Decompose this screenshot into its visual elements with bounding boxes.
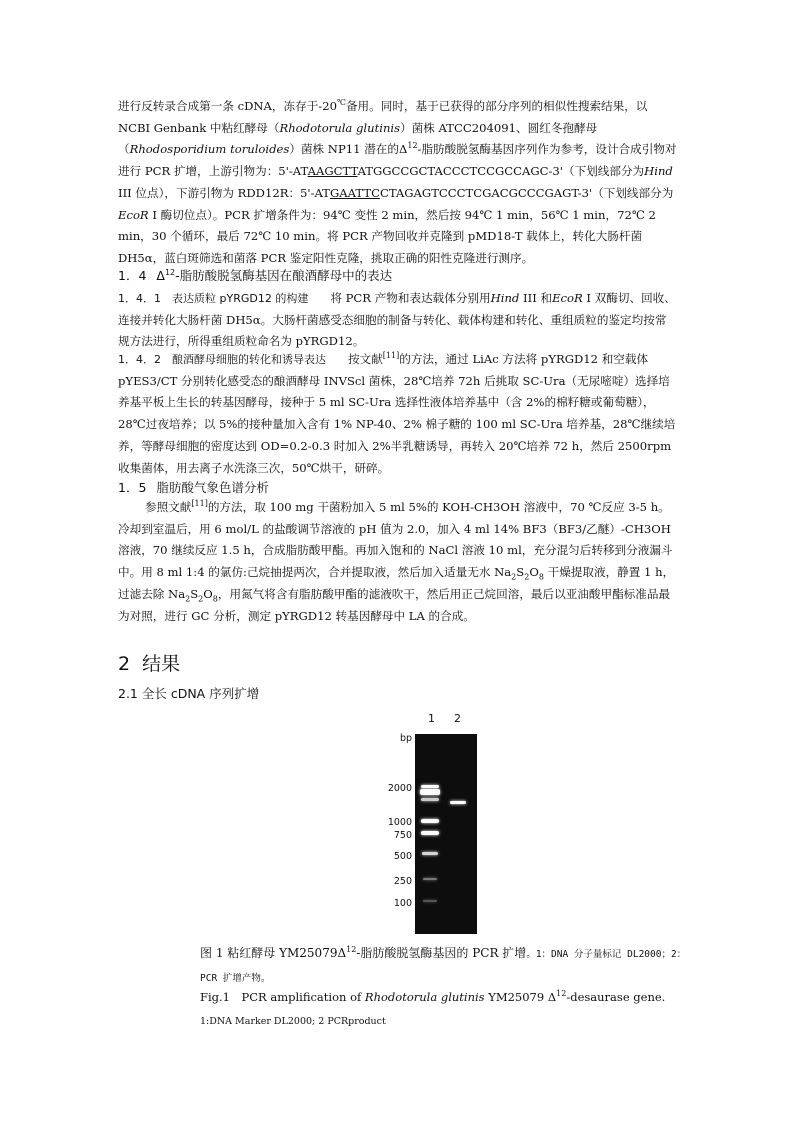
caption-legend: 。1：DNA 分子量标记 DL2000；2：PCR 扩增产物。: [200, 949, 687, 984]
section-heading-2-1: 2.1 全长 cDNA 序列扩增: [118, 686, 260, 701]
citation: [11]: [191, 499, 208, 509]
subsection-heading: 1．4．2 酿酒酵母细胞的转化和诱导表达: [118, 353, 326, 366]
marker-band: [423, 878, 437, 880]
superscript: 12: [346, 945, 357, 954]
marker-band: [420, 789, 440, 795]
text-run: 备用。同时，基于已获得的部分序列的相似性搜索结果，以 NCBI Genbank 中粘红酵母（: [118, 99, 648, 135]
methods-paragraph-pcr: [118, 96, 678, 270]
marker-band: [421, 819, 439, 823]
caption-legend: 1:DNA Marker DL2000; 2 PCRproduct: [200, 1016, 386, 1027]
restriction-site: AAGCTT: [307, 164, 358, 179]
bp-unit-label: bp: [399, 733, 412, 744]
subscript: 8: [212, 594, 218, 604]
text-run: CTAGAGTCCCTCGACGCCCGAGT-3'（下划线部分为: [379, 185, 674, 200]
text-run: ）菌株 NP11 潜在的Δ: [289, 142, 408, 157]
figure-caption-chinese: [200, 942, 690, 990]
degree-symbol: ℃: [336, 98, 346, 108]
text-run: 图 1 粘红酵母 YM25079Δ: [200, 946, 347, 960]
enzyme-name: EcoR: [552, 291, 583, 305]
text-run: -desaurase gene.: [566, 990, 666, 1004]
text-run: Fig.1 PCR amplification of: [200, 990, 365, 1004]
text-run: YM25079 Δ: [484, 990, 557, 1004]
marker-band: [421, 785, 439, 788]
marker-band: [421, 798, 439, 801]
methods-paragraph-1-4-1: [118, 288, 678, 353]
text-run: -脂肪酸脱氢酶基因序列作为参考，设计合成引物对进行 PCR 扩增，上游引物为：5'-AT: [118, 142, 677, 179]
subscript: 2: [198, 594, 204, 604]
marker-size-label: 750: [393, 830, 412, 841]
marker-band: [422, 852, 438, 855]
enzyme-name: EcoR: [118, 207, 149, 222]
text-run: III 位点），下游引物为 RDD12R：5'-AT: [118, 185, 331, 200]
superscript: 12: [407, 141, 418, 151]
species-name: Rhodotorula glutinis: [364, 990, 485, 1004]
gel-electrophoresis-figure: [365, 708, 515, 938]
text-run: I 双酶切、回收、连接并转化大肠杆菌 DH5α。大肠杆菌感受态细胞的制备与转化、载体构建和转化、重组质粒的鉴定均按常规方法进行，所得重组质粒命名为 pYRGD12。: [118, 291, 676, 349]
marker-size-label: 500: [393, 851, 412, 862]
enzyme-name: Hind: [644, 164, 673, 179]
subscript: 2: [524, 572, 530, 582]
marker-band: [421, 831, 439, 835]
section-number: 1．4: [118, 268, 147, 283]
enzyme-name: Hind: [490, 291, 520, 305]
text-run: 进行反转录合成第一条 cDNA，冻存于-20: [118, 99, 337, 113]
subsection-heading: 1．4．1 表达质粒 pYRGD12 的构建: [118, 292, 309, 305]
citation: [11]: [382, 351, 400, 361]
subscript: 8: [538, 572, 544, 582]
section-number: 1．5: [118, 480, 147, 495]
text-run: -脂肪酸脱氢酶基因的 PCR 扩增: [356, 946, 527, 960]
marker-size-label: 1000: [387, 817, 412, 828]
superscript: 12: [556, 989, 567, 999]
text-run: I 酶切位点）。PCR 扩增条件为：94℃ 变性 2 min，然后按 94℃ 1 min，56℃ 1 min，72℃ 2 min，30 个循环，最后 72℃ 10 min。将 PCR 产物回收并克隆到 pMD18-T 载体上，转化大肠杆菌 DH5α，蓝白斑筛选和菌落 PCR 鉴定阳性克隆，挑取正确的阳性克隆进行测序。: [118, 207, 656, 265]
methods-paragraph-1-5: [118, 497, 678, 627]
text-run: 干燥提取液，静置 1 h，过滤去除 Na: [118, 565, 675, 601]
species-name: Rhodotorula glutinis: [279, 120, 401, 135]
section-number: 2: [118, 653, 131, 675]
text-run: ATGGCCGCTACCCTCCGCCAGC-3'（下划线部分为: [357, 164, 645, 179]
text-run: 的方法，通过 LiAc 方法将 pYRGD12 和空载体 pYES3/CT 分别转化感受态的酿酒酵母 INVScl 菌株，28℃培养 72h 后挑取 SC-Ura（无尿嘧啶）选择培养基平板上生长的转基因酵母，接种于 5 ml SC-Ura 选择性液体培养基中（含 2%的棉籽糖或葡萄糖），28℃过夜培养；以 5%的接种量加入含有 1% NP-40、2% 棉子糖的 100 ml SC-Ura 培养基，28℃继续培养，等酵母细胞的密度达到 OD=0.2-0.3 时加入 2%半乳糖诱导，再转入 20℃培养 72 h，然后 2500rpm 收集菌体，用去离子水洗涤三次，50℃烘干，研碎。: [118, 352, 676, 475]
marker-size-label: 100: [393, 898, 412, 909]
text-run: O: [203, 586, 213, 601]
lane-number: 2: [454, 712, 461, 725]
text-run: 将 PCR 产物和表达载体分别用: [330, 291, 491, 305]
text-run: ，用氮气将含有脂肪酸甲酯的滤液吹干，然后用正己烷回溶，最后以亚油酸甲酯标准品最为对照，进行 GC 分析，测定 pYRGD12 转基因酵母中 LA 的合成。: [118, 586, 671, 623]
subscript: 2: [185, 594, 191, 604]
text-run: ）菌株 ATCC204091、圆红冬孢酵母（: [118, 120, 598, 157]
species-name: Rhodosporidium toruloides: [129, 142, 290, 157]
marker-band: [423, 900, 437, 902]
figure-caption-english: [200, 986, 680, 1033]
text-run: S: [190, 586, 199, 601]
restriction-site: GAATTC: [330, 185, 380, 200]
subscript: 2: [511, 572, 517, 582]
section-heading-1-5: [118, 478, 269, 496]
gel-image: [415, 734, 477, 934]
text-run: O: [529, 565, 539, 580]
section-title: 结果: [142, 653, 181, 675]
marker-size-label: 250: [393, 876, 412, 887]
section-heading-1-4: [118, 266, 392, 284]
section-heading-2: [118, 649, 180, 676]
section-title: 脂肪酸气象色谱分析: [156, 480, 269, 495]
text-run: 按文献: [348, 352, 383, 366]
lane-number: 1: [428, 712, 435, 725]
superscript: 12: [164, 267, 176, 277]
text-run: S: [516, 565, 525, 580]
pcr-product-band: [450, 801, 466, 804]
text-run: III 和: [519, 291, 553, 305]
marker-size-label: 2000: [387, 783, 412, 794]
text-run: Δ: [156, 268, 165, 283]
methods-paragraph-1-4-2: [118, 349, 678, 479]
text-run: 的方法，取 100 mg 干菌粉加入 5 ml 5%的 KOH-CH3OH 溶液中，70 ℃反应 3-5 h。冷却到室温后，用 6 mol/L 的盐酸调节溶液的 pH 值为 2.0，加入 4 ml 14% BF3（BF3/乙醚）-CH3OH 溶液，70 继续反应 1.5 h，合成脂肪酸甲酯。再加入饱和的 NaCl 溶液 10 ml，充分混匀后转移到分液漏斗中。用 8 ml 1:4 的氯仿:己烷抽提两次，合并提取液，然后加入适量无水 Na: [118, 500, 673, 580]
text-run: 参照文献: [145, 500, 192, 514]
section-title: -脂肪酸脱氢酶基因在酿酒酵母中的表达: [175, 268, 393, 283]
